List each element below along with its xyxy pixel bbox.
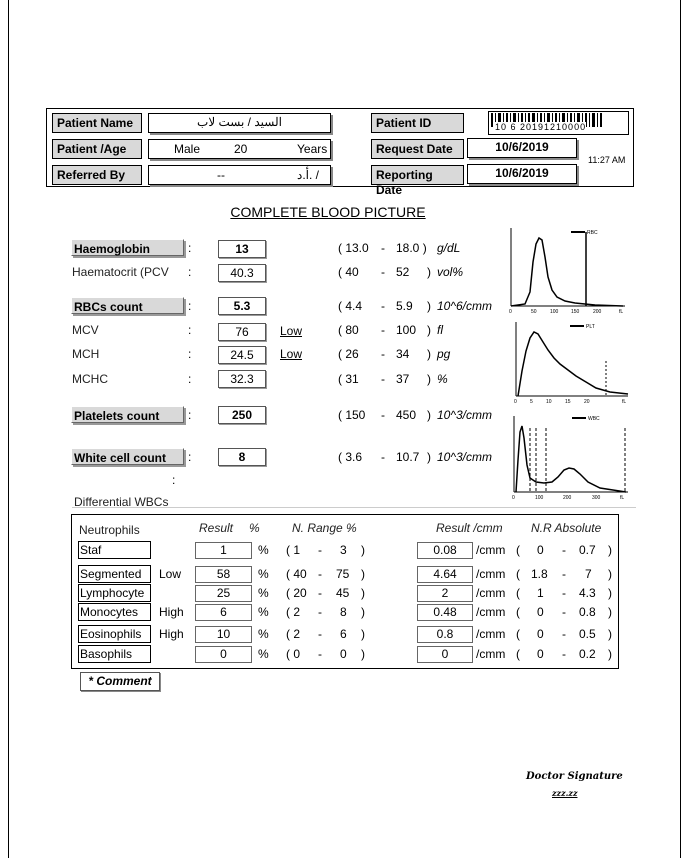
diff-abs-open-segmented: ( bbox=[516, 567, 520, 581]
wbc-colon: : bbox=[188, 450, 192, 464]
diff-abs-close-basophils: ) bbox=[608, 647, 612, 661]
wbc-legend: WBC bbox=[588, 416, 600, 422]
diff-abs-lo-eosinophils: 0 bbox=[537, 627, 544, 641]
diff-range-hi-staf: 3 bbox=[340, 543, 347, 557]
diff-abs-dash-eosinophils: - bbox=[562, 627, 566, 641]
diff-range-lo-basophils: ( 0 bbox=[286, 647, 301, 661]
diff-abs-close-monocytes: ) bbox=[608, 605, 612, 619]
diff-abs-hi-basophils: 0.2 bbox=[579, 647, 596, 661]
rbc-range-dash: - bbox=[381, 299, 385, 313]
plt-tick-0: 0 bbox=[514, 399, 517, 405]
page-title: COMPLETE BLOOD PICTURE bbox=[230, 204, 426, 220]
hct-range-low: ( 40 bbox=[338, 265, 359, 279]
wbc-result: 8 bbox=[218, 448, 266, 466]
diff-pct-sign-segmented: % bbox=[258, 567, 269, 581]
diff-abs-hi-monocytes: 0.8 bbox=[579, 605, 596, 619]
diff-cmm-eosinophils: /cmm bbox=[476, 627, 506, 641]
diff-abs-lymphocyte: 2 bbox=[417, 585, 473, 602]
diff-range-close-lymphocyte: ) bbox=[361, 586, 365, 600]
mcv-range-high: 100 bbox=[396, 323, 417, 337]
diff-name-eosinophils: Eosinophils bbox=[78, 625, 151, 643]
reporting-date-value: 10/6/2019 bbox=[467, 164, 577, 184]
wbc-tick-0: 0 bbox=[512, 495, 515, 501]
diff-pct-sign-monocytes: % bbox=[258, 605, 269, 619]
diff-range-lo-staf: ( 1 bbox=[286, 543, 301, 557]
mchc-range-dash: - bbox=[381, 372, 385, 386]
diff-pct-sign-basophils: % bbox=[258, 647, 269, 661]
mchc-range-high: 37 bbox=[396, 372, 410, 386]
diff-pct-segmented: 58 bbox=[195, 566, 252, 583]
wbc-tick-4: fL bbox=[620, 495, 625, 501]
diff-abs-dash-monocytes: - bbox=[562, 605, 566, 619]
diff-pct-monocytes: 6 bbox=[195, 604, 252, 621]
referred-by-value: أ.د. / bbox=[297, 168, 320, 182]
hdr-nr-absolute: N.R Absolute bbox=[531, 521, 602, 535]
diff-name-segmented: Segmented bbox=[78, 565, 151, 583]
rbc-tick-4: 200 bbox=[593, 309, 602, 315]
wbc-range-dash: - bbox=[381, 450, 385, 464]
rbc-range-low: ( 4.4 bbox=[338, 299, 363, 313]
diff-pct-lymphocyte: 25 bbox=[195, 585, 252, 602]
rbc-tick-0: 0 bbox=[509, 309, 512, 315]
diff-abs-open-basophils: ( bbox=[516, 647, 520, 661]
hct-unit: vol% bbox=[437, 265, 464, 279]
diff-range-close-staf: ) bbox=[361, 543, 365, 557]
hgb-colon: : bbox=[188, 241, 192, 255]
wbc-range-low: ( 3.6 bbox=[338, 450, 363, 464]
plt-range-low: ( 150 bbox=[338, 408, 366, 422]
diff-abs-close-lymphocyte: ) bbox=[608, 586, 612, 600]
diff-abs-segmented: 4.64 bbox=[417, 566, 473, 583]
rbc-tick-3: 150 bbox=[571, 309, 580, 315]
diff-abs-lo-staf: 0 bbox=[537, 543, 544, 557]
mcv-range-close: ) bbox=[427, 323, 431, 337]
diff-abs-lo-lymphocyte: 1 bbox=[537, 586, 544, 600]
patient-id-label: Patient ID bbox=[371, 113, 464, 133]
diff-name-basophils: Basophils bbox=[78, 645, 151, 663]
plt-histogram bbox=[510, 316, 632, 410]
diff-cmm-lymphocyte: /cmm bbox=[476, 586, 506, 600]
comment-button[interactable]: * Comment bbox=[80, 672, 160, 691]
hct-result: 40.3 bbox=[218, 264, 266, 282]
diff-range-dash-basophils: - bbox=[318, 647, 322, 661]
diff-abs-lo-basophils: 0 bbox=[537, 647, 544, 661]
diff-range-hi-lymphocyte: 45 bbox=[336, 586, 350, 600]
patient-id-barcode bbox=[488, 111, 629, 135]
diff-range-dash-eosinophils: - bbox=[318, 627, 322, 641]
rbc-result: 5.3 bbox=[218, 297, 266, 315]
mcv-label: MCV bbox=[72, 323, 99, 337]
diff-abs-hi-segmented: 7 bbox=[585, 567, 592, 581]
diff-abs-dash-lymphocyte: - bbox=[562, 586, 566, 600]
rbc-range-close: ) bbox=[427, 299, 431, 313]
diff-cmm-monocytes: /cmm bbox=[476, 605, 506, 619]
patient-name-label: Patient Name bbox=[52, 113, 142, 133]
diff-pct-sign-eosinophils: % bbox=[258, 627, 269, 641]
plt-tick-2: 10 bbox=[546, 399, 552, 405]
diff-cmm-basophils: /cmm bbox=[476, 647, 506, 661]
diff-name-monocytes: Monocytes bbox=[78, 603, 151, 621]
hdr-result-cmm: Result /cmm bbox=[436, 521, 503, 535]
diff-pct-sign-lymphocyte: % bbox=[258, 586, 269, 600]
diff-range-hi-basophils: 0 bbox=[340, 647, 347, 661]
mch-range-dash: - bbox=[381, 347, 385, 361]
diff-range-dash-staf: - bbox=[318, 543, 322, 557]
wbc-label: White cell count bbox=[71, 448, 184, 465]
wbc-tick-3: 300 bbox=[592, 495, 601, 501]
patient-age-label: Patient /Age bbox=[52, 139, 142, 159]
diff-abs-open-eosinophils: ( bbox=[516, 627, 520, 641]
rbc-label: RBCs count bbox=[71, 297, 184, 314]
mch-unit: pg bbox=[437, 347, 451, 361]
diff-abs-hi-lymphocyte: 4.3 bbox=[579, 586, 596, 600]
patient-id-text: 10 6 20191210000 bbox=[495, 122, 587, 132]
diff-range-dash-monocytes: - bbox=[318, 605, 322, 619]
plt-range-high: 450 bbox=[396, 408, 417, 422]
hdr-result: Result bbox=[199, 521, 234, 535]
diff-cmm-staf: /cmm bbox=[476, 543, 506, 557]
referred-by-dash: -- bbox=[217, 168, 225, 182]
plt-label: Platelets count bbox=[71, 406, 184, 423]
diff-range-dash-segmented: - bbox=[318, 567, 322, 581]
hct-range-dash: - bbox=[381, 265, 385, 279]
patient-age: 20 bbox=[234, 142, 248, 156]
hdr-pct: % bbox=[249, 521, 260, 535]
hgb-range-low: ( 13.0 bbox=[338, 241, 369, 255]
mchc-range-low: ( 31 bbox=[338, 372, 359, 386]
plt-result: 250 bbox=[218, 406, 266, 424]
diff-range-close-basophils: ) bbox=[361, 647, 365, 661]
patient-age-unit: Years bbox=[297, 142, 328, 156]
mchc-range-close: ) bbox=[427, 372, 431, 386]
rbc-histogram bbox=[505, 222, 631, 318]
mch-colon: : bbox=[188, 347, 192, 361]
hgb-range-high: 18.0 ) bbox=[396, 241, 427, 255]
stray-colon: : bbox=[172, 473, 176, 487]
patient-sex: Male bbox=[174, 142, 201, 156]
wbc-unit: 10^3/cmm bbox=[437, 450, 492, 464]
hdr-neutrophils: Neutrophils bbox=[79, 523, 140, 537]
diff-range-dash-lymphocyte: - bbox=[318, 586, 322, 600]
hct-range-high: 52 bbox=[396, 265, 410, 279]
diff-range-hi-monocytes: 8 bbox=[340, 605, 347, 619]
diff-range-close-segmented: ) bbox=[361, 567, 365, 581]
diff-abs-dash-basophils: - bbox=[562, 647, 566, 661]
diff-flag-segmented: Low bbox=[159, 567, 182, 581]
wbc-range-close: ) bbox=[427, 450, 431, 464]
diff-range-lo-monocytes: ( 2 bbox=[286, 605, 301, 619]
hgb-label: Haemoglobin bbox=[71, 239, 184, 256]
diff-abs-open-lymphocyte: ( bbox=[516, 586, 520, 600]
diff-abs-close-segmented: ) bbox=[608, 567, 612, 581]
plt-unit: 10^3/cmm bbox=[437, 408, 492, 422]
plt-tick-4: 20 bbox=[584, 399, 590, 405]
mcv-flag: Low bbox=[280, 324, 303, 338]
diff-pct-eosinophils: 10 bbox=[195, 626, 252, 643]
diff-abs-close-staf: ) bbox=[608, 543, 612, 557]
mch-result: 24.5 bbox=[218, 346, 266, 364]
differential-section-label: Differential WBCs bbox=[74, 495, 169, 509]
diff-flag-monocytes: High bbox=[159, 605, 184, 619]
mcv-unit: fl bbox=[437, 323, 443, 337]
wbc-tick-1: 100 bbox=[535, 495, 544, 501]
mch-flag: Low bbox=[280, 347, 303, 361]
rbc-tick-1: 50 bbox=[531, 309, 537, 315]
rbc-tick-5: fL bbox=[619, 309, 624, 315]
hct-label: Haematocrit (PCV bbox=[72, 265, 169, 279]
diff-pct-sign-staf: % bbox=[258, 543, 269, 557]
plt-tick-1: 5 bbox=[530, 399, 533, 405]
diff-flag-eosinophils: High bbox=[159, 627, 184, 641]
diff-abs-hi-eosinophils: 0.5 bbox=[579, 627, 596, 641]
plt-tick-5: fL bbox=[622, 399, 627, 405]
diff-range-close-monocytes: ) bbox=[361, 605, 365, 619]
hct-colon: : bbox=[188, 265, 192, 279]
wbc-tick-2: 200 bbox=[563, 495, 572, 501]
hgb-result: 13 bbox=[218, 240, 266, 258]
diff-pct-staf: 1 bbox=[195, 542, 252, 559]
plt-legend: PLT bbox=[586, 324, 595, 330]
mcv-range-low: ( 80 bbox=[338, 323, 359, 337]
diff-range-close-eosinophils: ) bbox=[361, 627, 365, 641]
hgb-range-dash: - bbox=[381, 241, 385, 255]
doctor-signature-label: Doctor Signature bbox=[526, 771, 623, 782]
mchc-result: 32.3 bbox=[218, 370, 266, 388]
patient-age-value bbox=[148, 139, 331, 159]
diff-abs-eosinophils: 0.8 bbox=[417, 626, 473, 643]
diff-range-hi-eosinophils: 6 bbox=[340, 627, 347, 641]
diff-abs-open-staf: ( bbox=[516, 543, 520, 557]
diff-abs-lo-monocytes: 0 bbox=[537, 605, 544, 619]
rbc-unit: 10^6/cmm bbox=[437, 299, 492, 313]
rbc-colon: : bbox=[188, 299, 192, 313]
diff-cmm-segmented: /cmm bbox=[476, 567, 506, 581]
reporting-date-label: Reporting Date bbox=[371, 165, 464, 185]
hct-range-close: ) bbox=[427, 265, 431, 279]
diff-abs-staf: 0.08 bbox=[417, 542, 473, 559]
rbc-range-high: 5.9 bbox=[396, 299, 413, 313]
hgb-unit: g/dL bbox=[437, 241, 461, 255]
report-time: 11:27 AM bbox=[588, 155, 626, 165]
diff-range-lo-eosinophils: ( 2 bbox=[286, 627, 301, 641]
mch-label: MCH bbox=[72, 347, 100, 361]
mchc-unit: % bbox=[437, 372, 448, 386]
mch-range-low: ( 26 bbox=[338, 347, 359, 361]
diff-name-lymphocyte: Lymphocyte bbox=[78, 584, 151, 602]
plt-colon: : bbox=[188, 408, 192, 422]
mcv-colon: : bbox=[188, 323, 192, 337]
hdr-nrange: N. Range % bbox=[292, 521, 357, 535]
diff-abs-dash-staf: - bbox=[562, 543, 566, 557]
request-date-value: 10/6/2019 bbox=[467, 138, 577, 158]
diff-abs-hi-staf: 0.7 bbox=[579, 543, 596, 557]
mchc-label: MCHC bbox=[72, 372, 108, 386]
diff-name-staf: Staf bbox=[78, 541, 151, 559]
mcv-result: 76 bbox=[218, 323, 266, 341]
referred-by-label: Referred By bbox=[52, 165, 142, 185]
diff-abs-open-monocytes: ( bbox=[516, 605, 520, 619]
wbc-range-high: 10.7 bbox=[396, 450, 420, 464]
mch-range-high: 34 bbox=[396, 347, 410, 361]
diff-abs-basophils: 0 bbox=[417, 646, 473, 663]
patient-name-value: السيد / بست لاب bbox=[148, 113, 331, 133]
diff-abs-lo-segmented: 1.8 bbox=[531, 567, 548, 581]
differential-rule bbox=[72, 507, 636, 508]
plt-range-close: ) bbox=[427, 408, 431, 422]
plt-tick-3: 15 bbox=[565, 399, 571, 405]
referred-by-value-box bbox=[148, 165, 331, 185]
doctor-signature: zzz.zz bbox=[552, 788, 578, 798]
rbc-legend: RBC bbox=[587, 230, 598, 236]
diff-range-hi-segmented: 75 bbox=[336, 567, 350, 581]
rbc-tick-2: 100 bbox=[550, 309, 559, 315]
request-date-label: Request Date bbox=[371, 139, 464, 159]
diff-range-lo-segmented: ( 40 bbox=[286, 567, 307, 581]
wbc-histogram bbox=[508, 410, 632, 504]
diff-abs-monocytes: 0.48 bbox=[417, 604, 473, 621]
mchc-colon: : bbox=[188, 372, 192, 386]
diff-range-lo-lymphocyte: ( 20 bbox=[286, 586, 307, 600]
mch-range-close: ) bbox=[427, 347, 431, 361]
diff-abs-dash-segmented: - bbox=[562, 567, 566, 581]
diff-abs-close-eosinophils: ) bbox=[608, 627, 612, 641]
diff-pct-basophils: 0 bbox=[195, 646, 252, 663]
plt-range-dash: - bbox=[381, 408, 385, 422]
mcv-range-dash: - bbox=[381, 323, 385, 337]
